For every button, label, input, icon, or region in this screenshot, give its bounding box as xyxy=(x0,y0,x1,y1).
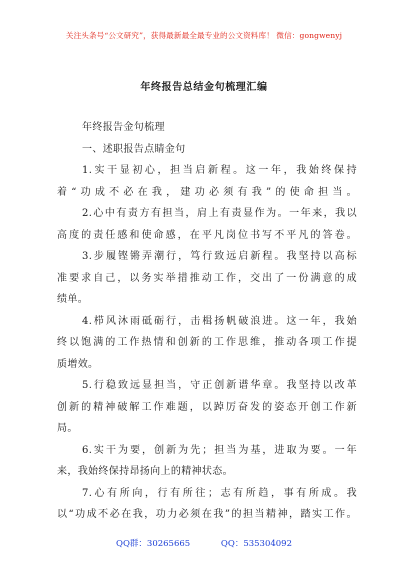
paragraph-line: 准要求自己，以务实举措推动工作，交出了一份满意的成 xyxy=(57,272,357,284)
paragraph-line: 4.栉风沐雨砥砺行，击楫扬帆破浪进。这一年，我始 xyxy=(82,315,357,327)
paragraph-line: 高度的责任感和使命感，在平凡岗位书写不平凡的答卷。 xyxy=(57,229,357,241)
paragraph-line: 2.心中有责方有担当，肩上有责显作为。一年来，我以 xyxy=(82,208,357,219)
paragraph-line: 6.实干为要，创新为先；担当为基，进取为要。一年 xyxy=(82,444,357,456)
paragraph-line: 绩单。 xyxy=(57,294,89,305)
paragraph-line: 来，我始终保持昂扬向上的精神状态。 xyxy=(57,466,233,477)
document-title: 年终报告总结金句梳理汇编 xyxy=(140,82,268,93)
page-footer-contacts xyxy=(0,537,408,549)
paragraph-line: 3.步履铿锵弄潮行，笃行致远启新程。我坚持以高标 xyxy=(82,251,357,262)
paragraph-line: 1.实干显初心，担当启新程。这一年，我始终保持 xyxy=(82,165,357,176)
paragraph-line: 着“功成不必在我，建功必须有我”的使命担当。 xyxy=(57,186,357,198)
qq-number: QQ：535304092 xyxy=(220,539,292,549)
paragraph-line: 质增效。 xyxy=(57,358,99,370)
paragraph-line: 5.行稳致远显担当，守正创新谱华章。我坚持以改革 xyxy=(82,380,357,391)
paragraph-line: 以“功成不必在我，功力必须在我”的担当精神，踏实工作。 xyxy=(57,509,357,520)
page-header-promo: 关注头条号“公文研究”，获得最新最全最专业的公文资料库！ 微信：gongwenyj xyxy=(65,31,343,40)
paragraph-line: 局。 xyxy=(57,423,78,434)
document-body xyxy=(57,117,357,526)
document-heading: 年终报告金句梳理 xyxy=(82,122,165,133)
paragraph-line: 7.心有所向，行有所往；志有所趋，事有所成。我 xyxy=(82,487,357,499)
paragraph-line: 创新的精神破解工作难题，以踔厉奋发的姿态开创工作新 xyxy=(57,401,357,413)
paragraph-line: 终以饱满的工作热情和创新的工作思维，推动各项工作提 xyxy=(57,337,357,348)
section-heading: 一、述职报告点睛金句 xyxy=(82,143,186,155)
qq-group-number: QQ群：30265665 xyxy=(115,539,191,549)
